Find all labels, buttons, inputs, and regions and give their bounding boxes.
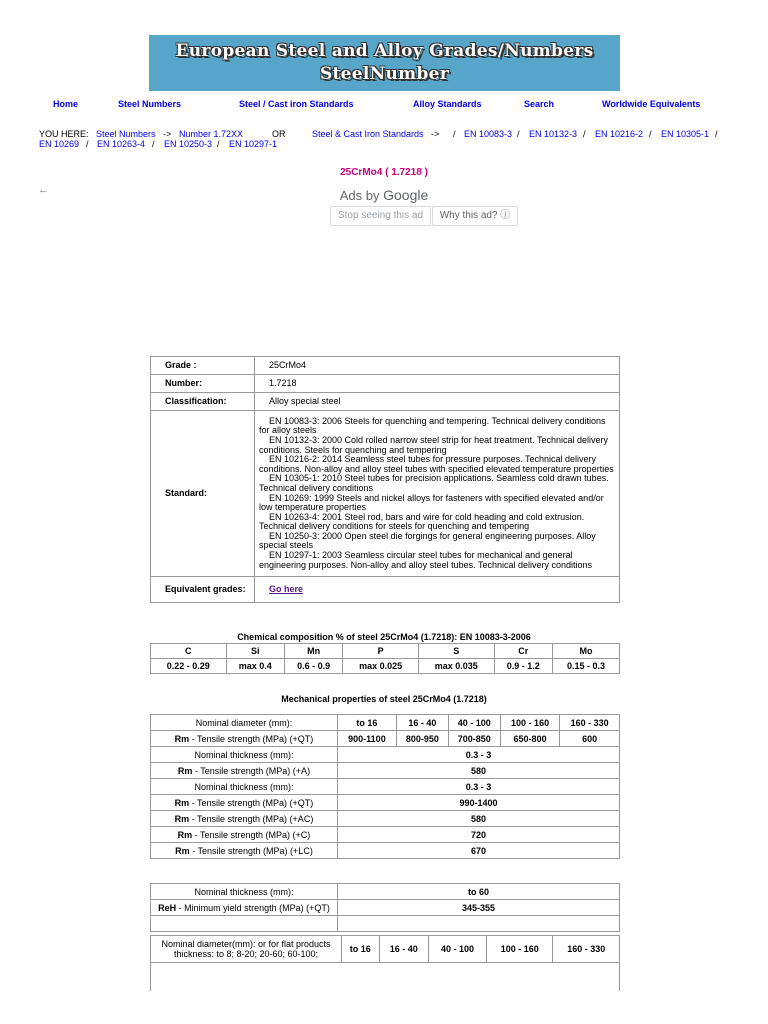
breadcrumb-std-link[interactable]: EN 10250-3 bbox=[164, 139, 213, 149]
nav-steel-numbers[interactable]: Steel Numbers bbox=[118, 99, 182, 109]
comp-header: Mn bbox=[284, 644, 342, 659]
range-cell: to 16 bbox=[342, 936, 380, 963]
breadcrumb-standards[interactable]: Steel & Cast Iron Standards bbox=[312, 129, 424, 139]
breadcrumb-sep: / bbox=[453, 129, 456, 139]
range-cell: 40 - 100 bbox=[428, 936, 486, 963]
nav-search[interactable]: Search bbox=[524, 99, 555, 109]
classification-value: Alloy special steel bbox=[255, 393, 620, 411]
thickness-label: Nominal thickness (mm): bbox=[151, 884, 338, 900]
breadcrumb-arrow: -> bbox=[163, 129, 172, 139]
breadcrumb-number[interactable]: Number 1.72XX bbox=[179, 129, 244, 139]
breadcrumb-arrow: -> bbox=[431, 129, 440, 139]
nav-home[interactable]: Home bbox=[53, 99, 79, 109]
tensile-lc-value: 670 bbox=[338, 843, 620, 859]
classification-label: Classification: bbox=[151, 393, 255, 411]
standard-item: EN 10250-3: 2000 Open steel die forgings for general engineering purposes. Alloy special steels bbox=[259, 530, 596, 551]
ads-by-label: Ads by bbox=[339, 188, 380, 203]
diameter-table bbox=[150, 935, 620, 991]
comp-value: 0.9 - 1.2 bbox=[494, 659, 552, 674]
comp-value: max 0.025 bbox=[343, 659, 419, 674]
breadcrumb-sep: / bbox=[715, 129, 718, 139]
yield-label: ReH - Minimum yield strength (MPa) (+QT) bbox=[151, 900, 338, 916]
tensile-value: 700-850 bbox=[448, 731, 500, 747]
mechanical-table bbox=[150, 714, 620, 859]
comp-value: 0.22 - 0.29 bbox=[151, 659, 227, 674]
mechanical-title: Mechanical properties of steel 25CrMo4 (1.7218) bbox=[281, 694, 487, 704]
site-banner[interactable] bbox=[149, 35, 620, 91]
tensile-value: 800-950 bbox=[396, 731, 448, 747]
number-label: Number: bbox=[151, 375, 255, 393]
range-cell: 40 - 100 bbox=[448, 715, 500, 731]
thickness-value: to 60 bbox=[338, 884, 620, 900]
page-title: 25CrMo4 ( 1.7218 ) bbox=[340, 167, 428, 178]
range-cell: to 16 bbox=[338, 715, 397, 731]
thickness-label: Nominal thickness (mm): bbox=[151, 747, 338, 763]
nav-alloy-standards[interactable]: Alloy Standards bbox=[413, 99, 482, 109]
tensile-c-label: Rm - Tensile strength (MPa) (+C) bbox=[151, 827, 338, 843]
breadcrumb-std-link[interactable]: EN 10305-1 bbox=[661, 129, 710, 139]
nav-standards[interactable]: Steel / Cast iron Standards bbox=[239, 99, 354, 109]
equivalent-label: Equivalent grades: bbox=[151, 577, 255, 603]
breadcrumb-sep: / bbox=[583, 129, 586, 139]
standard-item: EN 10297-1: 2003 Seamless circular steel tubes for mechanical and general engineering purposes. Non-alloy and alloy steel tubes. Technical delivery conditions bbox=[259, 550, 593, 570]
breadcrumb bbox=[39, 129, 739, 149]
range-cell: 160 - 330 bbox=[560, 715, 620, 731]
breadcrumb-or: OR bbox=[272, 129, 286, 139]
standard-item: EN 10083-3: 2006 Steels for quenching and tempering. Technical delivery conditions for alloy steels bbox=[259, 415, 606, 436]
comp-value: max 0.035 bbox=[418, 659, 494, 674]
tensile-lc-label: Rm - Tensile strength (MPa) (+LC) bbox=[151, 843, 338, 859]
number-value: 1.7218 bbox=[255, 375, 620, 393]
breadcrumb-std-link[interactable]: EN 10269 bbox=[39, 139, 80, 149]
grade-info-table bbox=[150, 356, 620, 603]
yield-value: 345-355 bbox=[338, 900, 620, 916]
breadcrumb-label: YOU HERE: bbox=[39, 129, 89, 139]
breadcrumb-sep: / bbox=[152, 139, 155, 149]
comp-value: max 0.4 bbox=[226, 659, 284, 674]
banner-subtitle: SteelNumber bbox=[319, 64, 450, 84]
why-this-ad-label: Why this ad? bbox=[439, 210, 498, 221]
standard-item: EN 10263-4: 2001 Steel rod, bars and wire for cold heading and cold extrusion. Technical delivery conditions for steels for quenching and tempering bbox=[259, 511, 585, 532]
info-icon: ⓘ bbox=[500, 210, 511, 221]
diameter-thickness-label: Nominal diameter(mm): or for flat products thickness: to 8; 8-20; 20-60; 60-100; bbox=[151, 936, 342, 963]
comp-value: 0.6 - 0.9 bbox=[284, 659, 342, 674]
tensile-ac-label: Rm - Tensile strength (MPa) (+AC) bbox=[151, 811, 338, 827]
back-arrow-icon[interactable]: ← bbox=[38, 184, 49, 196]
empty-cell bbox=[338, 916, 620, 932]
comp-header: S bbox=[418, 644, 494, 659]
empty-row bbox=[151, 963, 620, 992]
standard-item: EN 10216-2: 2014 Seamless steel tubes for pressure purposes. Technical delivery conditions. Non-alloy and alloy steel tubes with specified elevated temperature properties bbox=[259, 454, 614, 474]
comp-header: Cr bbox=[494, 644, 552, 659]
yield-table bbox=[150, 883, 620, 932]
go-here-link[interactable]: Go here bbox=[269, 583, 304, 594]
breadcrumb-sep: / bbox=[86, 139, 89, 149]
tensile-a-label: Rm - Tensile strength (MPa) (+A) bbox=[151, 763, 338, 779]
tensile-c-value: 720 bbox=[338, 827, 620, 843]
range-cell: 100 - 160 bbox=[500, 715, 560, 731]
standard-item: EN 10132-3: 2000 Cold rolled narrow steel strip for heat treatment. Technical delivery conditions. Steels for quenching and tempering bbox=[259, 434, 609, 455]
comp-header: P bbox=[343, 644, 419, 659]
tensile-a-value: 580 bbox=[338, 763, 620, 779]
grade-label: Grade : bbox=[151, 357, 255, 375]
breadcrumb-sep: / bbox=[517, 129, 520, 139]
thickness-value: 0.3 - 3 bbox=[338, 779, 620, 795]
range-cell: 16 - 40 bbox=[379, 936, 428, 963]
standard-item: EN 10269: 1999 Steels and nickel alloys for fasteners with specified elevated and/or low temperature properties bbox=[259, 492, 604, 513]
range-cell: 16 - 40 bbox=[396, 715, 448, 731]
standard-item: EN 10305-1: 2010 Steel tubes for precision applications. Seamless cold drawn tubes. Technical delivery conditions bbox=[259, 473, 609, 493]
composition-table bbox=[150, 643, 620, 674]
tensile-value: 650-800 bbox=[500, 731, 560, 747]
comp-header: Si bbox=[226, 644, 284, 659]
tensile-ac-value: 580 bbox=[338, 811, 620, 827]
comp-value: 0.15 - 0.3 bbox=[552, 659, 619, 674]
google-logo: Google bbox=[383, 187, 429, 203]
breadcrumb-std-link[interactable]: EN 10297-1 bbox=[229, 139, 278, 149]
tensile-qt2-value: 990-1400 bbox=[338, 795, 620, 811]
grade-value: 25CrMo4 bbox=[255, 357, 620, 375]
breadcrumb-std-link[interactable]: EN 10132-3 bbox=[529, 129, 578, 139]
tensile-qt2-label: Rm - Tensile strength (MPa) (+QT) bbox=[151, 795, 338, 811]
standard-label: Standard: bbox=[151, 411, 255, 577]
tensile-value: 600 bbox=[560, 731, 620, 747]
thickness-value: 0.3 - 3 bbox=[338, 747, 620, 763]
thickness-label: Nominal thickness (mm): bbox=[151, 779, 338, 795]
diameter-label: Nominal diameter (mm): bbox=[151, 715, 338, 731]
breadcrumb-steel-numbers[interactable]: Steel Numbers bbox=[96, 129, 156, 139]
comp-header: Mo bbox=[552, 644, 619, 659]
breadcrumb-std-link[interactable]: EN 10263-4 bbox=[97, 139, 146, 149]
breadcrumb-sep: / bbox=[649, 129, 652, 139]
empty-cell bbox=[151, 916, 338, 932]
range-cell: 160 - 330 bbox=[553, 936, 620, 963]
composition-title: Chemical composition % of steel 25CrMo4 (1.7218): EN 10083-3-2006 bbox=[237, 632, 531, 642]
breadcrumb-std-link[interactable]: EN 10216-2 bbox=[595, 129, 644, 139]
range-cell: 100 - 160 bbox=[486, 936, 553, 963]
why-this-ad-button[interactable] bbox=[432, 206, 518, 226]
standard-list bbox=[255, 411, 620, 577]
tensile-value: 900-1100 bbox=[338, 731, 397, 747]
comp-header: C bbox=[151, 644, 227, 659]
breadcrumb-std-link[interactable]: EN 10083-3 bbox=[464, 129, 513, 139]
tensile-qt-label: Rm - Tensile strength (MPa) (+QT) bbox=[151, 731, 338, 747]
ads-by-google bbox=[0, 187, 768, 203]
banner-title: European Steel and Alloy Grades/Numbers bbox=[175, 41, 594, 61]
nav-worldwide-equivalents[interactable]: Worldwide Equivalents bbox=[602, 99, 701, 109]
stop-seeing-ad-button[interactable]: Stop seeing this ad bbox=[330, 206, 431, 226]
breadcrumb-sep: / bbox=[217, 139, 220, 149]
